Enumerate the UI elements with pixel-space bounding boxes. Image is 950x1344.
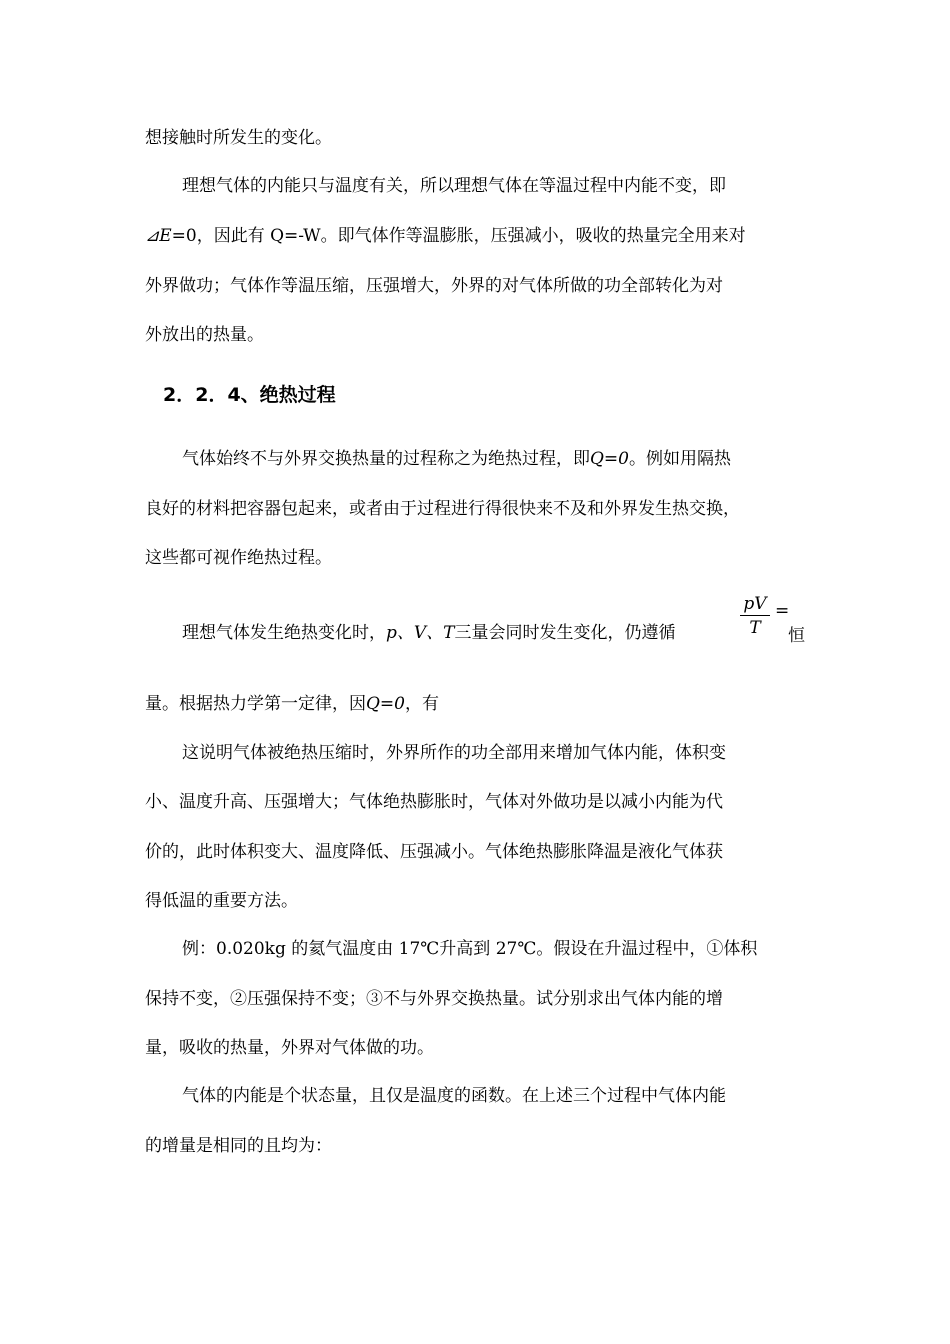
paragraph-line: 例：0.020kg 的氦气温度由 17℃升高到 27℃。假设在升温过程中，①体积 [182, 939, 758, 959]
heng-character: 恒 [788, 626, 805, 646]
fraction-denominator: T [749, 618, 761, 638]
equals-sign: = [775, 601, 790, 621]
math-q-zero: Q=0 [590, 449, 629, 469]
paragraph-line: 小、温度升高、压强增大；气体绝热膨胀时，气体对外做功是以减小内能为代 [145, 792, 723, 812]
paragraph-line: 理想气体的内能只与温度有关，所以理想气体在等温过程中内能不变，即 [182, 176, 726, 196]
paragraph-line: 量。根据热力学第一定律，因Q=0，有 [145, 694, 439, 714]
section-heading: 2．2．4、绝热过程 [163, 384, 336, 406]
math-delta-e: ⊿E [145, 226, 172, 246]
paragraph-line: 理想气体发生绝热变化时，p、V、T三量会同时发生变化，仍遵循 [182, 623, 676, 643]
paragraph-line: 价的，此时体积变大、温度降低、压强减小。气体绝热膨胀降温是液化气体获 [145, 842, 723, 862]
paragraph-line: 保持不变，②压强保持不变；③不与外界交换热量。试分别求出气体内能的增 [145, 989, 723, 1009]
paragraph-line: 气体的内能是个状态量，且仅是温度的函数。在上述三个过程中气体内能 [182, 1086, 726, 1106]
math-q-zero-2: Q=0 [366, 694, 405, 714]
paragraph-line: 量，吸收的热量，外界对气体做的功。 [145, 1038, 434, 1058]
paragraph-line: 外放出的热量。 [145, 325, 264, 345]
paragraph-line: 外界做功；气体作等温压缩，压强增大，外界的对气体所做的功全部转化为对 [145, 276, 723, 296]
paragraph-line: ⊿E=0，因此有 Q=-W。即气体作等温膨胀，压强减小，吸收的热量完全用来对 [145, 226, 746, 246]
math-pvt: p、V、T [386, 623, 455, 643]
paragraph-line: 的增量是相同的且均为： [145, 1136, 332, 1156]
pv-over-t-fraction [740, 594, 770, 638]
paragraph-line: 这些都可视作绝热过程。 [145, 548, 332, 568]
paragraph-line: 想接触时所发生的变化。 [145, 128, 332, 148]
paragraph-line: 良好的材料把容器包起来，或者由于过程进行得很快来不及和外界发生热交换， [145, 499, 740, 519]
paragraph-line: 气体始终不与外界交换热量的过程称之为绝热过程，即Q=0。例如用隔热 [182, 449, 731, 469]
paragraph-line: 这说明气体被绝热压缩时，外界所作的功全部用来增加气体内能，体积变 [182, 743, 726, 763]
fraction-numerator: pV [740, 594, 770, 616]
paragraph-line: 得低温的重要方法。 [145, 891, 298, 911]
